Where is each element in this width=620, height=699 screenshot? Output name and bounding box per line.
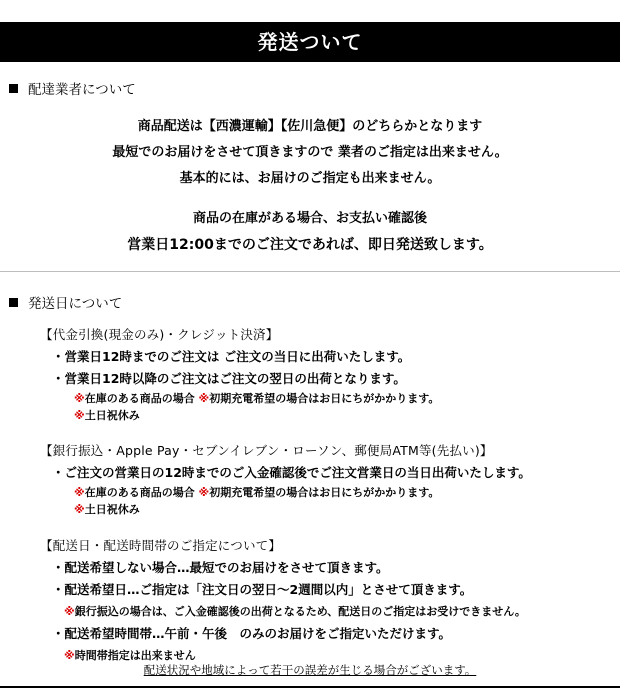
section-heading-delivery — [9, 81, 136, 99]
delivery-line: 最短でのお届けをさせて頂きますので 業者のご指定は出来ません。 — [112, 145, 508, 160]
prepay-rule: ・ご注文の営業日の12時までのご入金確認後でご注文営業日の当日出荷いたします。 — [52, 465, 531, 480]
prepay-note-holiday: ※土日祝休み — [74, 503, 140, 516]
prepay-title: 【銀行振込・Apple Pay・セブンイレブン・ローソン、郵便局ATM等(先払い)】 — [40, 443, 493, 458]
section-heading-text: 配達業者について — [28, 82, 136, 98]
cod-note-stock: ※在庫のある商品の場合 ※初期充電希望の場合はお日にちがかかります。 — [74, 392, 440, 405]
delivery-line: 商品の在庫がある場合、お支払い確認後 — [192, 211, 427, 226]
section-heading-shipping — [9, 295, 122, 313]
timeslot-note-bank: ※銀行振込の場合は、ご入金確認後の出荷となるため、配送日のご指定はお受けできません。 — [64, 605, 526, 618]
prepay-block — [40, 440, 531, 518]
prepay-note-stock: ※在庫のある商品の場合 ※初期充電希望の場合はお日にちがかかります。 — [74, 486, 440, 499]
delivery-line: 基本的には、お届けのご指定も出来ません。 — [179, 171, 441, 186]
cod-rule: ・営業日12時以降のご注文はご注文の翌日の出荷となります。 — [52, 371, 406, 386]
square-bullet-icon — [9, 84, 18, 93]
timeslot-rule: ・配送希望日…ご指定は「注文日の翌日～2週間以内」とさせて頂きます。 — [52, 582, 473, 597]
page-title-banner — [0, 22, 620, 62]
footer-disclaimer: 配送状況や地域によって若干の誤差が生じる場合がございます。 — [143, 663, 477, 677]
cod-rule: ・営業日12時までのご注文は ご注文の当日に出荷いたします。 — [52, 349, 411, 364]
bottom-rule — [0, 686, 620, 688]
page-title: 発送ついて — [257, 30, 363, 54]
delivery-line: 商品配送は【西濃運輸】【佐川急便】のどちらかとなります — [137, 119, 483, 134]
section-divider — [0, 271, 620, 272]
cod-note-holiday: ※土日祝休み — [74, 409, 140, 422]
timeslot-rule: ・配送希望時間帯…午前・午後 のみのお届けをご指定いただけます。 — [52, 626, 452, 641]
cod-block — [40, 324, 439, 424]
section-heading-text: 発送日について — [28, 296, 123, 312]
delivery-info — [0, 114, 620, 258]
timeslot-rule: ・配送希望しない場合…最短でのお届けをさせて頂きます。 — [52, 560, 389, 575]
cod-title: 【代金引換(現金のみ)・クレジット決済】 — [40, 327, 279, 342]
square-bullet-icon — [9, 298, 18, 307]
timeslot-block — [40, 535, 526, 667]
timeslot-title: 【配送日・配送時間帯のご指定について】 — [40, 538, 282, 553]
delivery-line: 営業日12:00までのご注文であれば、即日発送致します。 — [127, 237, 493, 253]
timeslot-note-time: ※時間帯指定は出来ません — [64, 649, 196, 662]
